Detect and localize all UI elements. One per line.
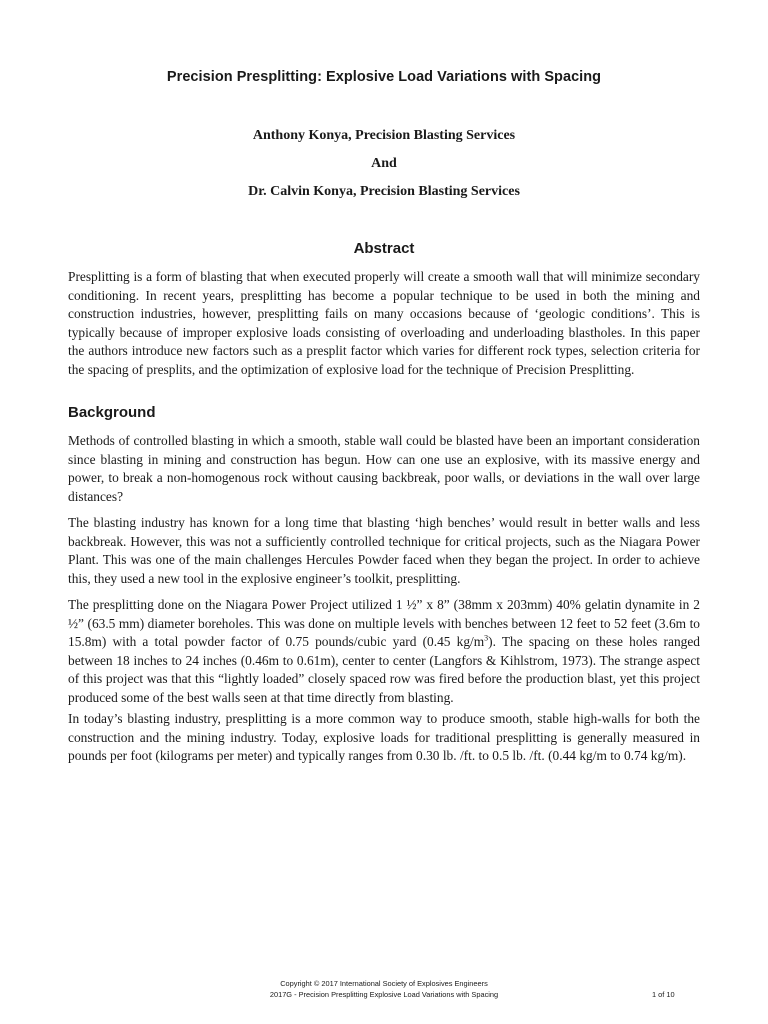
background-paragraph-4: In today’s blasting industry, presplitting is a more common way to produce smooth, stable high-walls for both the construction and the mining industry. Today, explosive loads for traditional presplitting is generally measured in pounds per foot (kilograms per meter) and typically ranges from 0.30 lb. /ft. to 0.5 lb. /ft. (0.44 kg/m to 0.74 kg/m). <box>68 711 700 764</box>
superscript-3: 3 <box>484 633 489 643</box>
author-conjunction: And <box>371 156 397 171</box>
author-2: Dr. Calvin Konya, Precision Blasting Services <box>248 184 520 199</box>
background-paragraph-2: The blasting industry has known for a long time that blasting ‘high benches’ would result in better walls and less backbreak. However, this was not a sufficiently controlled technique for critical projects, such as the Niagara Power Plant. This was one of the main challenges Hercules Powder faced when they began the project. In order to achieve this, they used a new tool in the explosive engineer’s toolkit, presplitting. <box>68 515 700 586</box>
footer-copyright: Copyright © 2017 International Society of Explosives Engineers <box>280 979 488 988</box>
background-paragraph-1: Methods of controlled blasting in which a smooth, stable wall could be blasted have been an important consideration since blasting in mining and construction has begun. How can one use an explosive, with its massive energy and power, to break a non-homogenous rock without causing backbreak, poor walls, or deviations in the wall over large distances? <box>68 433 700 504</box>
paper-title: Precision Presplitting: Explosive Load Variations with Spacing <box>166 69 602 85</box>
author-1: Anthony Konya, Precision Blasting Services <box>252 128 516 143</box>
abstract-paragraph: Presplitting is a form of blasting that when executed properly will create a smooth wall that will minimize secondary conditioning. In recent years, presplitting has become a popular technique to be used in both the mining and construction industries, however, presplitting fails on many occasions because of ‘geologic conditions’. This is typically because of improper explosive loads consisting of overloading and underloading blastholes. In this paper the authors introduce new factors such as a presplit factor which varies for different rock types, selection criteria for the spacing of presplits, and the optimization of explosive load for the technique of Precision Presplitting. <box>68 269 700 377</box>
background-paragraph-3 <box>68 596 700 708</box>
footer-page-number: 1 of 10 <box>652 990 675 999</box>
background-paragraph-3-part-1: The presplitting done on the Niagara Power Project utilized 1 ½” x 8” (38mm x 203mm) 40% gelatin dynamite in 2 ½” (63.5 mm) diameter boreholes. This was done on multiple levels with benches between 12 feet to 52 feet (3.6m to 15.8m) with a total powder factor of 0.75 pounds/cubic yard (0.45 kg/m <box>68 597 700 650</box>
abstract-heading: Abstract <box>353 240 415 257</box>
background-paragraph-3-part-2: ). The spacing on these holes ranged between 18 inches to 24 inches (0.46m to 0.61m), center to center (Langfors & Kihlstrom, 1973). The strange aspect of this project was that this “lightly loaded” closely spaced row was fired before the production blast, yet this project produced some of the best walls seen at that time directly from blasting. <box>68 634 700 705</box>
background-heading: Background <box>68 404 156 421</box>
footer-document-line: 2017G - Precision Presplitting Explosive Load Variations with Spacing <box>269 990 499 999</box>
